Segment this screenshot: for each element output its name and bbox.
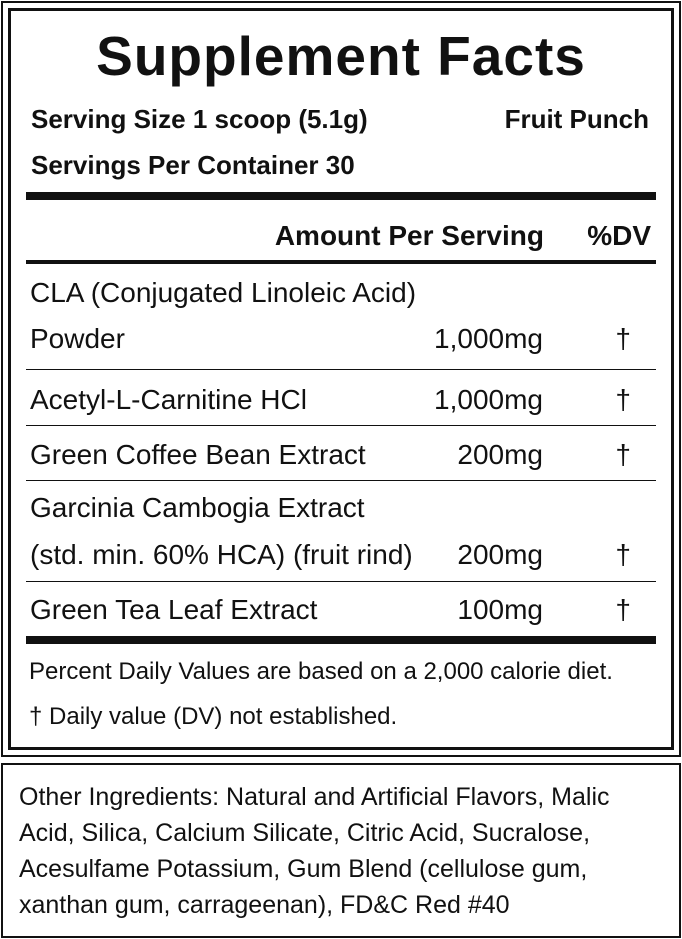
ingredient-amount: 100mg	[457, 594, 543, 625]
header-divider	[26, 260, 656, 264]
other-ingredients-panel	[1, 763, 681, 938]
panel-title: Supplement Facts	[96, 25, 586, 87]
ingredient-dv: †	[615, 439, 631, 470]
row-divider	[26, 425, 656, 426]
ingredient-amount: 200mg	[457, 439, 543, 470]
ingredient-name: CLA (Conjugated Linoleic Acid)	[30, 277, 417, 308]
row-divider	[26, 480, 656, 481]
other-ingredients-text: Other Ingredients: Natural and Artificial Flavors, Malic Acid, Silica, Calcium Silicate, Citric Acid, Sucralose, Acesulfame Potassium, Gum Blend (cellulose gum, xanthan gum, carrageenan), FD&C Red #40	[19, 783, 610, 919]
thick-divider-top	[26, 192, 656, 200]
serving-size: Serving Size 1 scoop (5.1g)	[31, 104, 368, 134]
ingredient-amount: 1,000mg	[434, 384, 543, 415]
ingredient-name: Garcinia Cambogia Extract	[30, 492, 365, 523]
ingredient-name-continued: Powder	[30, 323, 125, 354]
amount-per-serving-header: Amount Per Serving	[274, 220, 544, 251]
servings-per-container: Servings Per Container 30	[31, 150, 355, 180]
ingredient-name: Green Tea Leaf Extract	[30, 594, 318, 625]
ingredient-dv: †	[615, 594, 631, 625]
ingredient-dv: †	[615, 539, 631, 570]
not-established-footnote: † Daily value (DV) not established.	[29, 703, 398, 730]
supplement-facts-inner-border	[8, 8, 674, 750]
row-divider	[26, 581, 656, 582]
ingredient-amount: 1,000mg	[434, 323, 543, 354]
thick-divider-bottom	[26, 636, 656, 644]
row-divider	[26, 369, 656, 370]
ingredient-dv: †	[615, 384, 631, 415]
ingredient-dv: †	[615, 323, 631, 354]
daily-values-footnote: Percent Daily Values are based on a 2,000 calorie diet.	[29, 658, 613, 685]
daily-value-header: %DV	[587, 220, 651, 251]
ingredient-name: Acetyl-L-Carnitine HCl	[30, 384, 307, 415]
supplement-facts-panel	[1, 1, 681, 757]
flavor-label: Fruit Punch	[504, 104, 649, 134]
ingredient-name: Green Coffee Bean Extract	[30, 439, 366, 470]
ingredient-name-continued: (std. min. 60% HCA) (fruit rind)	[30, 539, 413, 570]
ingredient-amount: 200mg	[457, 539, 543, 570]
